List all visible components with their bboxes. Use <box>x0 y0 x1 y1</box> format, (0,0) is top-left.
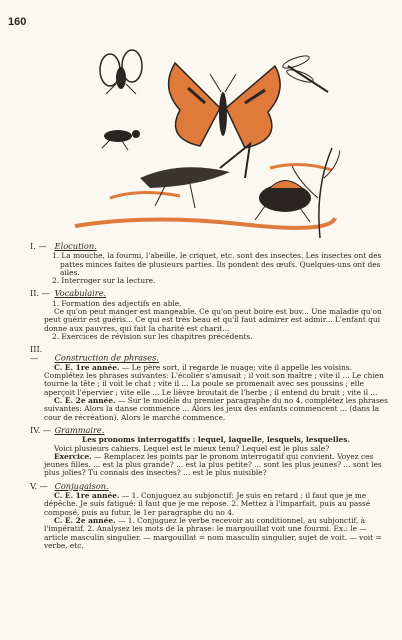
ant-drawing <box>102 130 140 150</box>
section-numeral: II. — <box>30 288 50 299</box>
paragraph-lead: C. E. 2e année. <box>54 396 116 406</box>
section-construction <box>30 345 388 422</box>
lesson-content <box>30 238 388 550</box>
section-title: Construction de phrases. <box>54 352 159 363</box>
section-conjugaison <box>30 482 388 550</box>
exercise-paragraph <box>30 492 388 517</box>
dragonfly-drawing <box>281 53 328 92</box>
exercise-paragraph <box>30 453 388 478</box>
exercise-paragraph <box>30 364 388 397</box>
ground-stroke <box>75 218 335 228</box>
section-elocution <box>30 242 388 285</box>
insects-illustration <box>70 48 340 238</box>
exercise-paragraph <box>30 397 388 422</box>
section-title: Elocution. <box>54 241 97 251</box>
paragraph-lead: Exercice. <box>54 451 92 461</box>
section-item: 2. Interroger sur la lecture. <box>52 276 156 286</box>
section-title: Grammaire. <box>54 424 105 435</box>
section-numeral: I. — <box>30 241 47 251</box>
bee-drawing <box>255 181 311 223</box>
paragraph-lead: C. E. 2e année. <box>54 515 116 525</box>
paragraph-lead: C. E. 1re année. <box>54 491 120 501</box>
paragraph-text: — 1. Conjuguez le verbe recevoir au conditionnel, au subjonctif, à l'impératif. 2. Analysez les mots de la phrase: le margouillat voit une fourmi. Ex.: le — article masculin singulier. — margouillat = nom masculin singulier, sujet de voit. — voit = verbe, etc. <box>44 515 382 550</box>
section-title: Conjugaison. <box>54 480 109 491</box>
paragraph-text: Voici plusieurs cahiers. Lequel est le mieux tenu? Lequel est le plus sale? <box>54 443 330 453</box>
section-numeral: III. — <box>30 344 43 363</box>
paragraph-lead: C. E. 1re année. <box>54 362 120 372</box>
paragraph-text: — Sur le modèle du premier paragraphe du no 4, complétez les phrases suivantes: Alors la danse commence ... Alors les jeux des enfants commencent ... (dans la cour de récréation). Alors le marché commence. <box>44 396 388 422</box>
section-item: Ce qu'on peut manger est mangeable. Ce qu'on peut boire est buv... Une maladie qu'on peut guérir est guéris... Ce qui est très beau et qu'il faut admirer est admir... L'enfant qui donne aux pauvres, qui fait la charité est charit... <box>44 307 382 333</box>
grammar-heading: Les pronoms interrogatifs : lequel, laquelle, lesquels, lesquelles. <box>82 435 350 445</box>
section-vocabulaire <box>30 289 388 341</box>
ground-stroke <box>110 192 180 198</box>
section-item: 2. Exercices de révision sur les chapitres précédents. <box>52 331 253 341</box>
exercise-paragraph <box>30 517 388 550</box>
section-item: 1. Formation des adjectifs en able. <box>52 298 182 308</box>
paragraph-text: — Remplacez les points par le pronom interrogatif qui convient. Voyez ces jeunes filles. ... est la plus grande? ... est la plus petite? ... sont les plus jeunes? ... sont les plus jolies? Tu connais des insectes? ... est le plus nuisible? <box>44 451 382 478</box>
paragraph-text: — Le père sort, il regarde le nuage; vite il appelle les voisins. Complétez les phrases suivantes: L'écolier s'amusait ; il voit son maître ; vite il ... Le chien tourne la tête ; il voit le chat ; vite il ... La poule se promenait avec ses poussins ; elle aperçoit l'épervier ; vite elle ... Le lièvre broutait de l'herbe ; il entend du bruit ; vite il ... <box>44 362 384 397</box>
fly-drawing <box>100 50 142 94</box>
section-numeral: V. — <box>30 480 48 491</box>
section-title: Vocabulaire. <box>54 288 107 299</box>
page-number: 160 <box>8 16 27 28</box>
ground-stroke <box>270 164 332 170</box>
grasshopper-drawing <box>140 144 250 208</box>
section-grammaire <box>30 426 388 478</box>
paragraph-text: — 1. Conjuguez au subjonctif: Je suis en retard : il faut que je me dépêche. Je suis fatigué: il faut que je me repose. 2. Mettez à l'imparfait, puis au passé composé, puis au futur, le 1er paragraphe du no 4. <box>44 491 371 517</box>
section-numeral: IV. — <box>30 424 52 435</box>
section-item: 1. La mouche, la fourmi, l'abeille, le criquet, etc. sont des insectes. Les insectes ont des pattes minces faites de plusieurs parties. Ils pondent des œufs. Quelques-uns ont des ailes. <box>52 251 382 277</box>
butterfly-drawing <box>169 63 281 148</box>
